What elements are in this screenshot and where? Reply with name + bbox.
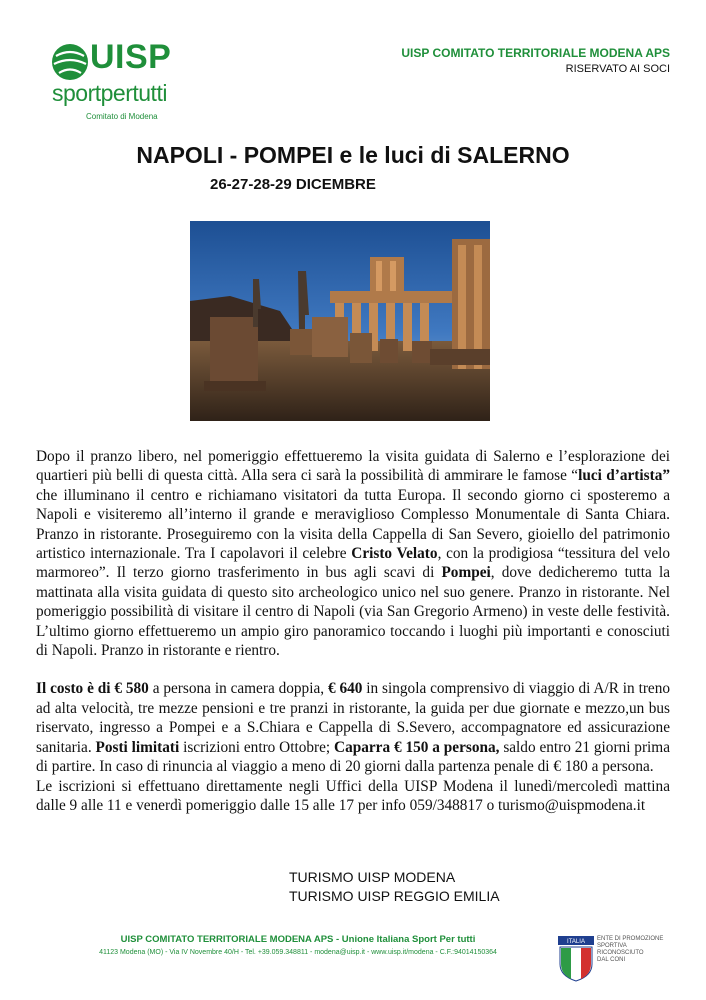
- coni-shield-icon: [558, 936, 594, 982]
- registration-paragraph: Le iscrizioni si effettuano direttamente negli Uffici della UISP Modena il lunedì/mercoledì mattina dalle 9 alle 11 e venerdì pomeriggio dalle 15 alle 17 per info 059/348817 o turismo@uispmodena.it: [36, 777, 670, 814]
- itinerary-paragraph: Dopo il pranzo libero, nel pomeriggio effettueremo la visita guidata di Salerno e l’esplorazione dei quartieri più belli di questa città. Alla sera ci sarà la possibilità di ammirare le famose “luci d’artista” che illuminano il centro e richiamano visitatori da tutta Europa. Il secondo giorno ci sposteremo a Napoli e visiteremo all’interno il grande e meraviglioso Complesso Monumentale di Santa Chiara. Pranzo in ristorante. Proseguiremo con la visita della Cappella di San Severo, gioiello del patrimonio artistico internazionale. Tra I capolavori il celebre Cristo Velato, con la prodigiosa “tessitura del velo marmoreo”. Il terzo giorno trasferimento in bus agli scavi di Pompei, dove dedicheremo tutta la mattinata alla visita guidata di questo sito archeologico unico nel suo genere. Pranzo in ristorante. Nel pomeriggio possibilità di visitare il centro di Napoli (via San Gregorio Armeno) in veste delle festività. L’ultimo giorno effettueremo un ampio giro panoramico toccando i luoghi più importanti e conosciuti di Napoli. Pranzo in ristorante e rientro.: [36, 448, 671, 660]
- uisp-logo: [50, 38, 200, 127]
- pricing-paragraph: Il costo è di € 580 a persona in camera doppia, € 640 in singola comprensivo di viaggio di A/R in treno ad alta velocità, tre mezze pensioni e tre pranzi in ristorante, la guida per due giornate e mezzo,un bus riservato, ingresso a Pompei e a S.Chiara e Cappella di S.Severo, accompagnatore ed assicurazione sanitaria. Posti limitati iscrizioni entro Ottobre; Caparra € 150 a persona, saldo entro 21 giorni prima di partire. In caso di rinuncia al viaggio a meno di 20 giorni dalla partenza penale di € 180 a persona.: [36, 680, 671, 776]
- pompeii-ruins-photo: [190, 221, 490, 421]
- org-name: UISP COMITATO TERRITORIALE MODENA APS: [401, 46, 670, 60]
- badge-label: ITALIA: [567, 939, 585, 945]
- footer-contact-line: 41123 Modena (MO) - Via IV Novembre 40/H - Tel. +39.059.348811 - modena@uisp.it - www.uisp.it/modena - C.F.:94014150364: [99, 949, 497, 956]
- signature-line-modena: TURISMO UISP MODENA: [289, 869, 456, 885]
- logo-wordmark: UISP: [90, 38, 172, 76]
- footer-org-line: UISP COMITATO TERRITORIALE MODENA APS - Unione Italiana Sport Per tutti: [120, 934, 476, 945]
- logo-tagline: sportpertutti: [52, 80, 167, 106]
- logo-subtitle: Comitato di Modena: [86, 112, 158, 121]
- signature: [289, 868, 500, 906]
- uisp-ball-icon: [50, 42, 90, 82]
- coni-badge-text: ENTE DI PROMOZIONE SPORTIVA RICONOSCIUTO DAL CONI: [597, 936, 664, 963]
- body-text: [36, 447, 670, 815]
- signature-line-reggio: TURISMO UISP REGGIO EMILIA: [289, 888, 500, 904]
- page-title: NAPOLI - POMPEI e le luci di SALERNO: [136, 142, 570, 168]
- trip-dates: 26-27-28-29 DICEMBRE: [210, 176, 376, 193]
- org-header: [401, 46, 670, 75]
- members-only-note: RISERVATO AI SOCI: [565, 63, 670, 75]
